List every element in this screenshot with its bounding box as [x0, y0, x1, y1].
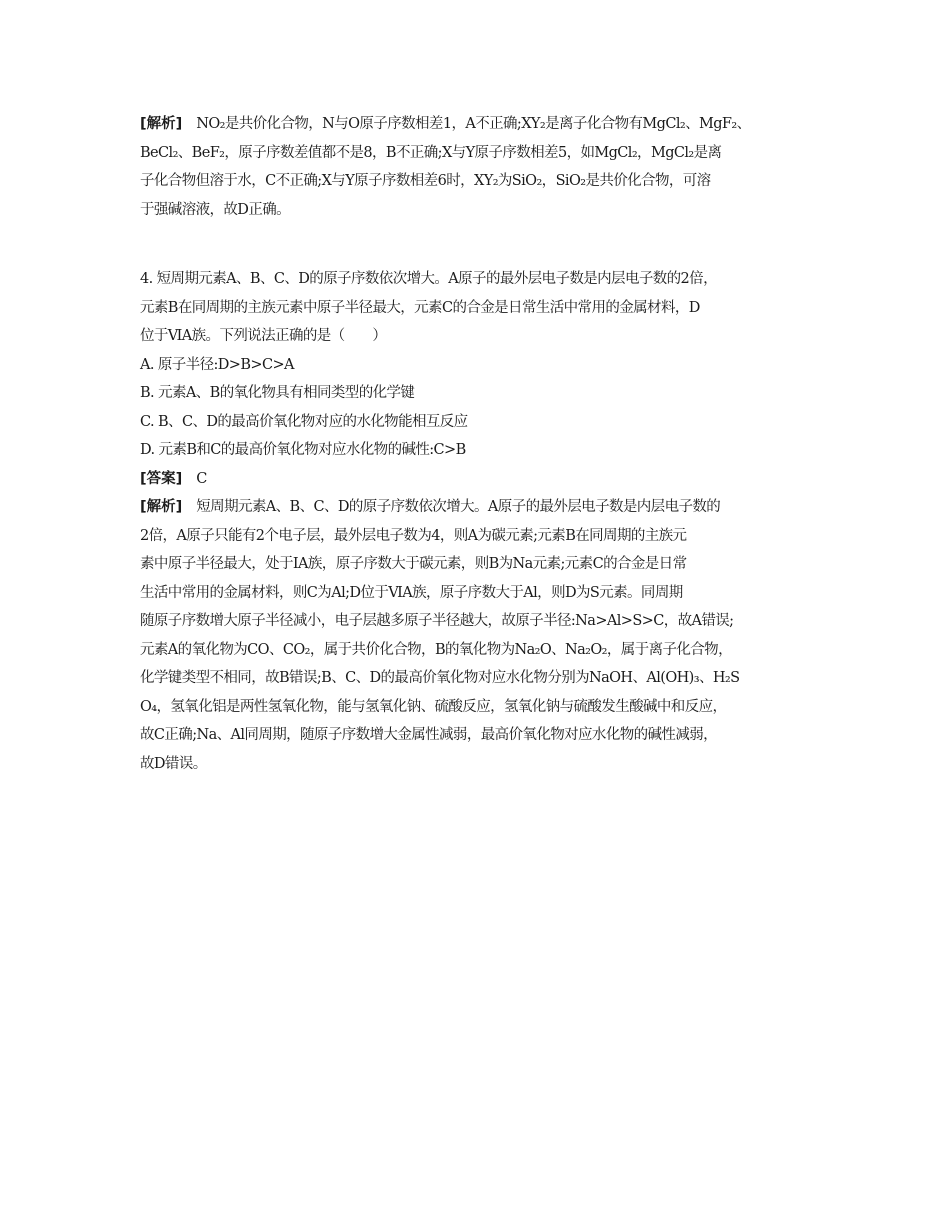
answer-value: C [196, 470, 207, 487]
analysis-line: 元素A的氧化物为CO、CO₂，属于共价化合物，B的氧化物为Na₂O、Na₂O₂，属于离子化合物， [140, 641, 732, 658]
question-stem-line: 位于ⅥA族。下列说法正确的是（ ） [140, 328, 387, 344]
option-d: D. 元素B和C的最高价氧化物对应水化物的碱性:C>B [140, 442, 466, 458]
question-4 [140, 265, 820, 778]
prev-analysis-line: [解析] NO₂是共价化合物，N与O原子序数相差1，A不正确;XY₂是离子化合物有MgCl₂、MgF₂、 [140, 116, 751, 132]
analysis-line: O₄，氢氧化铝是两性氢氧化物，能与氢氧化钠、硫酸反应，氢氧化钠与硫酸发生酸碱中和反应， [140, 698, 727, 715]
analysis-line: 2倍，A原子只能有2个电子层，最外层电子数为4，则A为碳元素;元素B在同周期的主族元 [140, 527, 687, 544]
analysis-tag: [解析] [140, 116, 183, 132]
prev-analysis-line: BeCl₂、BeF₂，原子序数差值都不是8，B不正确;X与Y原子序数相差5，如MgCl₂，MgCl₂是离 [140, 144, 722, 161]
analysis-line: 化学键类型不相同，故B错误;B、C、D的最高价氧化物对应水化物分别为NaOH、Al(OH)₃、H₂S [140, 670, 740, 686]
option-c: C. B、C、D的最高价氧化物对应的水化物能相互反应 [140, 413, 468, 430]
analysis-line: [解析] 短周期元素A、B、C、D的原子序数依次增大。A原子的最外层电子数是内层电子数的 [140, 499, 721, 515]
analysis-line: 生活中常用的金属材料，则C为Al;D位于ⅥA族，原子序数大于Al，则D为S元素。同周期 [140, 584, 683, 601]
analysis-line: 故C正确;Na、Al同周期，随原子序数增大金属性减弱，最高价氧化物对应水化物的碱性减弱， [140, 727, 718, 743]
prev-analysis [140, 110, 820, 224]
analysis-line: 随原子序数增大原子半径减小，电子层越多原子半径越大，故原子半径:Na>Al>S>C，故A错误; [140, 613, 734, 629]
question-stem-line: 元素B在同周期的主族元素中原子半径最大，元素C的合金是日常生活中常用的金属材料，D [140, 299, 700, 316]
analysis-line: 素中原子半径最大，处于ⅠA族，原子序数大于碳元素，则B为Na元素;元素C的合金是日常 [140, 556, 687, 572]
prev-analysis-line: 于强碱溶液，故D正确。 [140, 201, 291, 218]
answer-tag: [答案] [140, 470, 183, 487]
answer-line [140, 465, 820, 494]
option-b: B. 元素A、B的氧化物具有相同类型的化学键 [140, 385, 415, 401]
option-a: A. 原子半径:D>B>C>A [140, 356, 294, 373]
analysis-line: 故D错误。 [140, 755, 207, 772]
prev-analysis-line: 子化合物但溶于水，C不正确;X与Y原子序数相差6时，XY₂为SiO₂，SiO₂是共价化合物，可溶 [140, 173, 711, 189]
analysis-tag: [解析] [140, 499, 183, 515]
question-stem-line: 4. 短周期元素A、B、C、D的原子序数依次增大。A原子的最外层电子数是内层电子数的2倍， [140, 271, 717, 287]
